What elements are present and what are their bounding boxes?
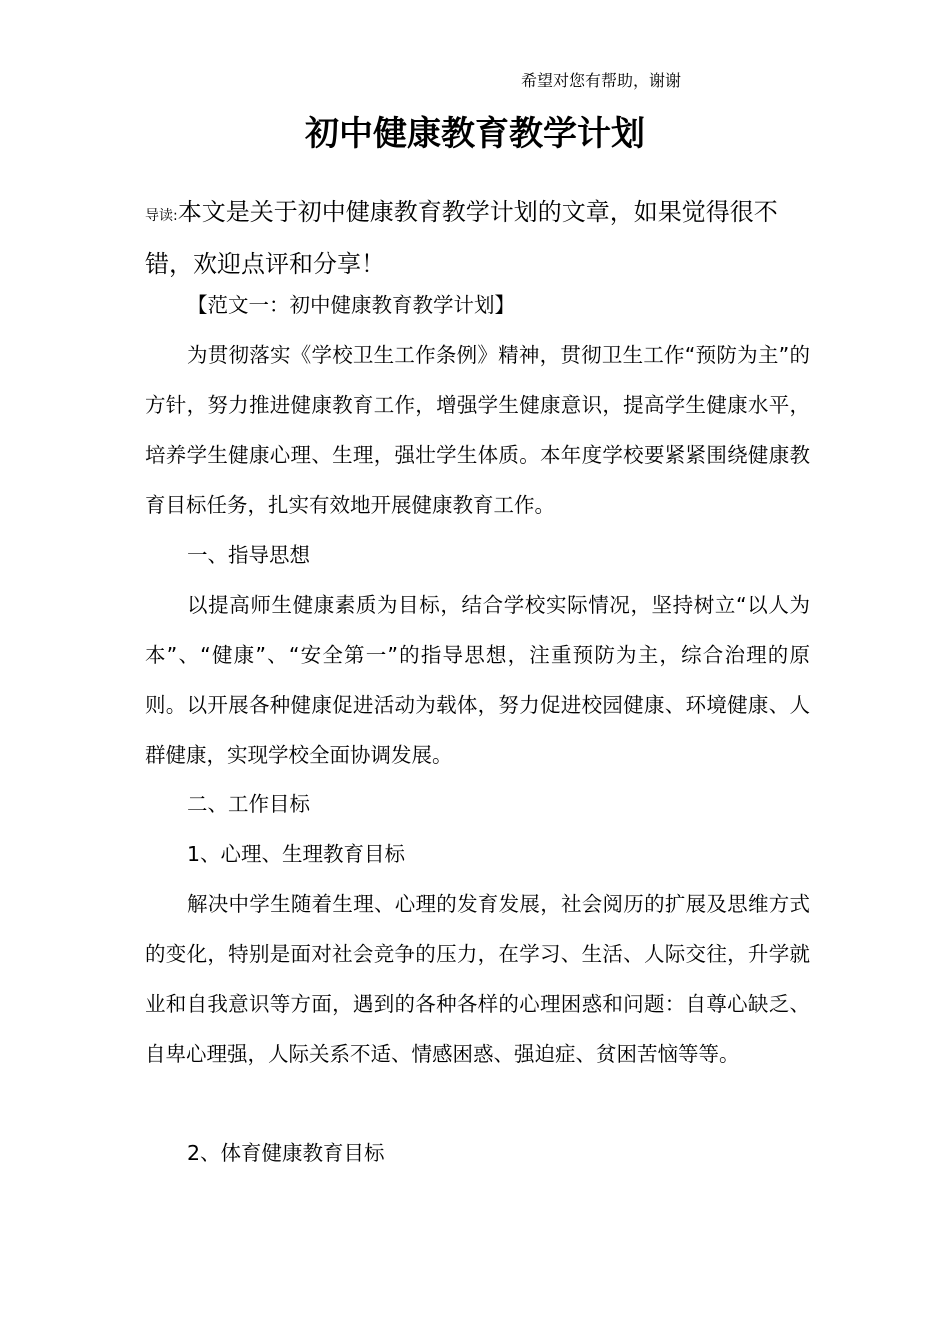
sample-heading: 【范文一：初中健康教育教学计划】 (187, 293, 515, 317)
paragraph-guiding-ideology: 以提高师生健康素质为目标，结合学校实际情况，坚持树立“以人为本”、“健康”、“安全第一”的指导思想，注重预防为主，综合治理的原则。以开展各种健康促进活动为载体，努力促进校园健康、环境健康、人群健康，实现学校全面协调发展。 (145, 593, 810, 767)
header-note: 希望对您有帮助，谢谢 (521, 71, 682, 90)
intro-paragraph (145, 188, 810, 288)
paragraph-purpose: 为贯彻落实《学校卫生工作条例》精神，贯彻卫生工作“预防为主”的方针，努力推进健康教育工作，增强学生健康意识，提高学生健康水平，培养学生健康心理、生理，强壮学生体质。本年度学校要紧紧围绕健康教育目标任务，扎实有效地开展健康教育工作。 (145, 343, 810, 517)
intro-text: 本文是关于初中健康教育教学计划的文章，如果觉得很不错，欢迎点评和分享！ (145, 198, 778, 278)
page-title: 初中健康教育教学计划 (305, 114, 645, 154)
section-heading-work-goals: 二、工作目标 (187, 792, 310, 816)
subsection-heading-psych-goals: 1、心理、生理教育目标 (187, 842, 406, 866)
subsection-heading-pe-goals: 2、体育健康教育目标 (187, 1141, 385, 1165)
intro-label: 导读: (145, 208, 178, 224)
section-heading-guiding-ideology: 一、指导思想 (187, 543, 310, 567)
paragraph-psych-goals: 解决中学生随着生理、心理的发育发展，社会阅历的扩展及思维方式的变化，特别是面对社会竞争的压力，在学习、生活、人际交往，升学就业和自我意识等方面，遇到的各种各样的心理困惑和问题：自尊心缺乏、自卑心理强，人际关系不适、情感困惑、强迫症、贫困苦恼等等。 (145, 892, 810, 1066)
